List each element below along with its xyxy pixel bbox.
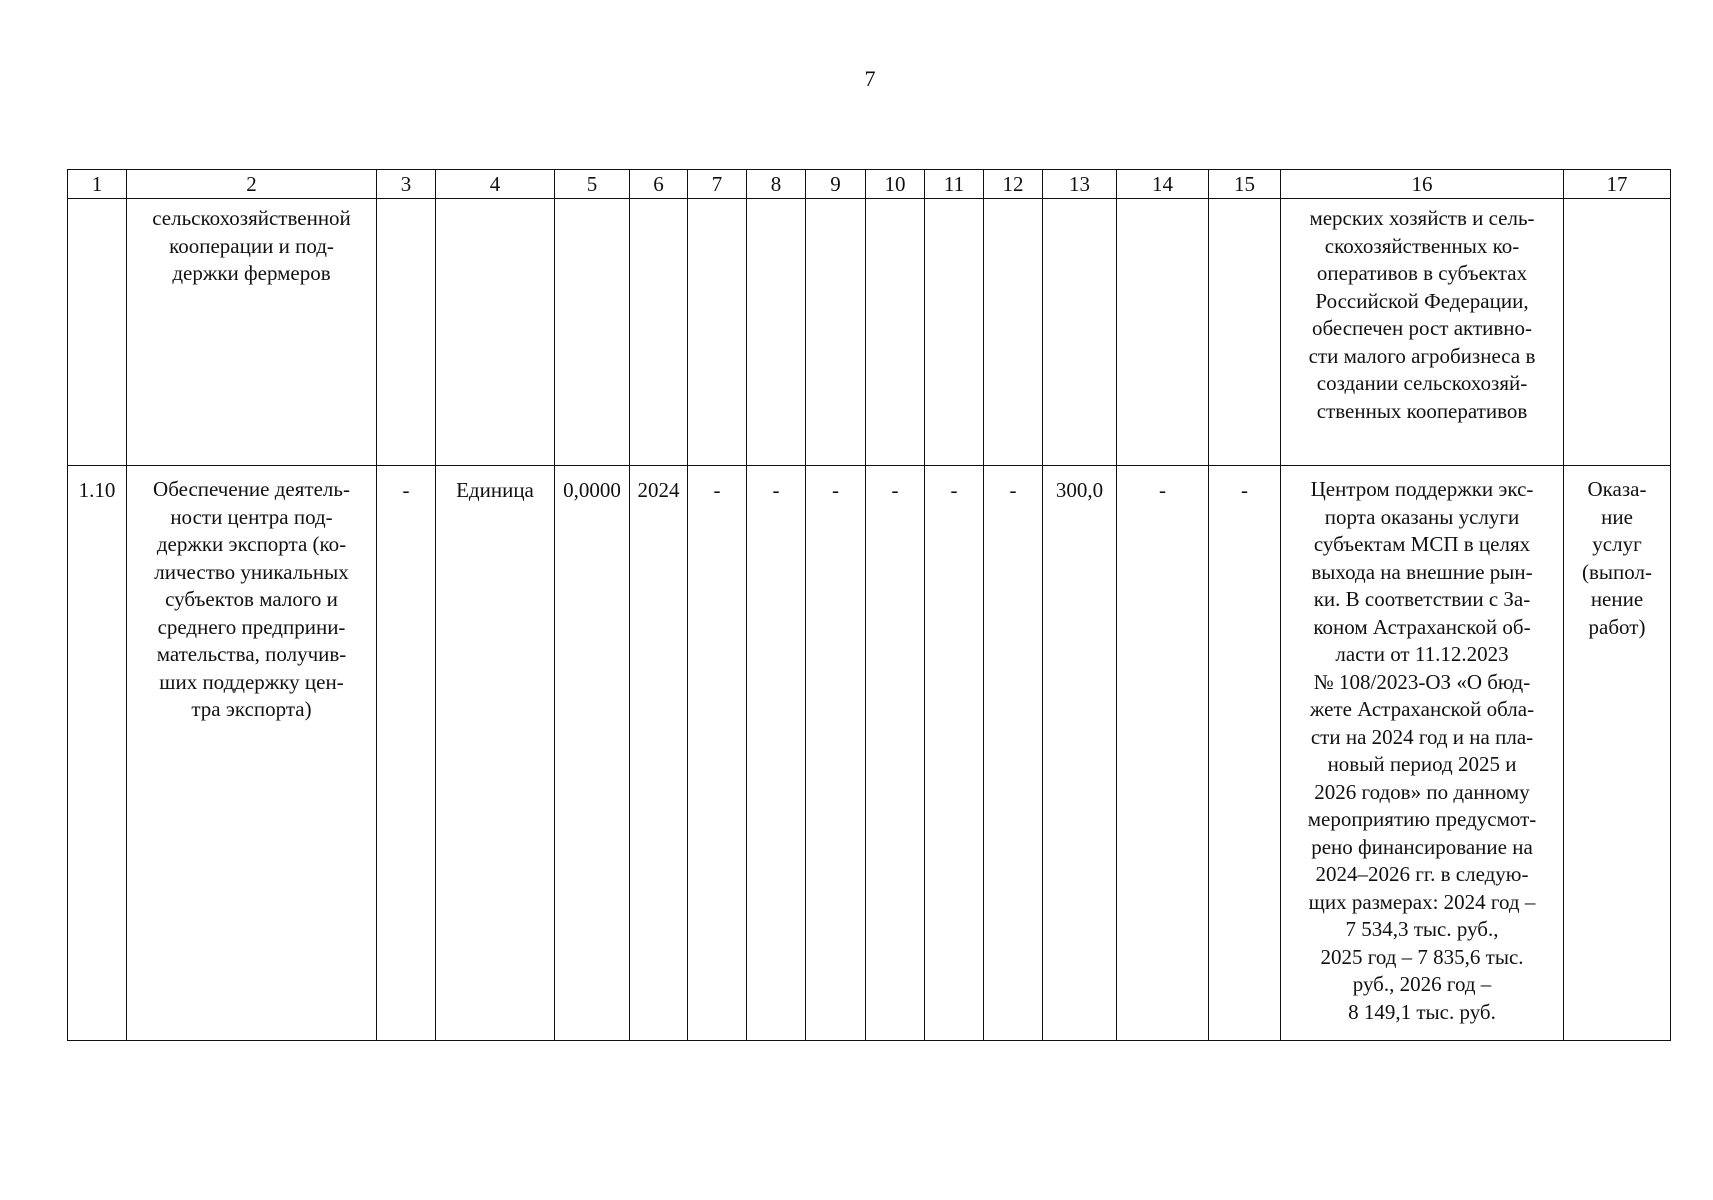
- table-cell-base-value: 0,0000: [555, 466, 630, 1041]
- column-header: 8: [747, 170, 806, 199]
- column-header: 7: [688, 170, 747, 199]
- table-cell-unit: Единица: [436, 466, 555, 1041]
- table-cell: [630, 199, 688, 466]
- table-cell: -: [1117, 466, 1209, 1041]
- table-cell: [68, 199, 127, 466]
- table-cell: [984, 199, 1043, 466]
- table-cell: [1117, 199, 1209, 466]
- table-cell: -: [866, 466, 925, 1041]
- table-cell: [555, 199, 630, 466]
- column-number-header-row: [68, 170, 1671, 199]
- column-header: 9: [806, 170, 866, 199]
- table-cell: -: [806, 466, 866, 1041]
- table-cell-event-name: Обеспечение деятель- ности центра под- держки экспорта (ко- личество уникальных субъектов малого и среднего предприни- мательства, получив- ших поддержку цен- тра экспорта): [127, 466, 377, 1041]
- table-cell: [1209, 199, 1281, 466]
- table-cell-result-description: мерских хозяйств и сель- скохозяйственных ко- оперативов в субъектах Российской Федерации, обеспечен рост активно- сти малого агробизнеса в создании сельскохозяй- ственных кооперативов: [1281, 199, 1564, 466]
- table-cell-row-number: 1.10: [68, 466, 127, 1041]
- column-header: 17: [1564, 170, 1671, 199]
- table-cell: -: [377, 466, 436, 1041]
- table-cell-event-name: сельскохозяйственной кооперации и под- держки фермеров: [127, 199, 377, 466]
- table-cell: -: [747, 466, 806, 1041]
- page-number: 7: [864, 66, 876, 91]
- column-header: 4: [436, 170, 555, 199]
- column-header: 6: [630, 170, 688, 199]
- table-cell: [747, 199, 806, 466]
- table-cell: -: [1209, 466, 1281, 1041]
- table-cell: [377, 199, 436, 466]
- table-cell: [925, 199, 984, 466]
- table-cell: -: [925, 466, 984, 1041]
- column-header: 16: [1281, 170, 1564, 199]
- table-cell: [806, 199, 866, 466]
- table-cell: -: [984, 466, 1043, 1041]
- table-cell-event-type: Оказа- ние услуг (выпол- нение работ): [1564, 466, 1671, 1041]
- table-cell-value: 300,0: [1043, 466, 1117, 1041]
- table-cell-result-description: Центром поддержки экс- порта оказаны услуги субъектам МСП в целях выхода на внешние рын- ки. В соответствии с За- коном Астраханской об- ласти от 11.12.2023 № 108/2023-ОЗ «О бюд- жете Астраханской обла- сти на 2024 год и на пла- новый период 2025 и 2026 годов» по данному мероприятию предусмот- рено финансирование на 2024–2026 гг. в следую- щих размерах: 2024 год – 7 534,3 тыс. руб., 2025 год – 7 835,6 тыс. руб., 2026 год – 8 149,1 тыс. руб.: [1281, 466, 1564, 1041]
- table-row-continuation: [68, 199, 1671, 466]
- column-header: 12: [984, 170, 1043, 199]
- column-header: 5: [555, 170, 630, 199]
- column-header: 2: [127, 170, 377, 199]
- document-table: [67, 169, 1671, 1041]
- table-cell-year: 2024: [630, 466, 688, 1041]
- table-cell: [1043, 199, 1117, 466]
- column-header: 3: [377, 170, 436, 199]
- column-header: 14: [1117, 170, 1209, 199]
- table-cell: [436, 199, 555, 466]
- column-header: 11: [925, 170, 984, 199]
- column-header: 10: [866, 170, 925, 199]
- table-cell: [866, 199, 925, 466]
- table-cell: [1564, 199, 1671, 466]
- column-header: 15: [1209, 170, 1281, 199]
- table-row-1-10: [68, 466, 1671, 1041]
- column-header: 13: [1043, 170, 1117, 199]
- column-header: 1: [68, 170, 127, 199]
- table-cell: -: [688, 466, 747, 1041]
- table-cell: [688, 199, 747, 466]
